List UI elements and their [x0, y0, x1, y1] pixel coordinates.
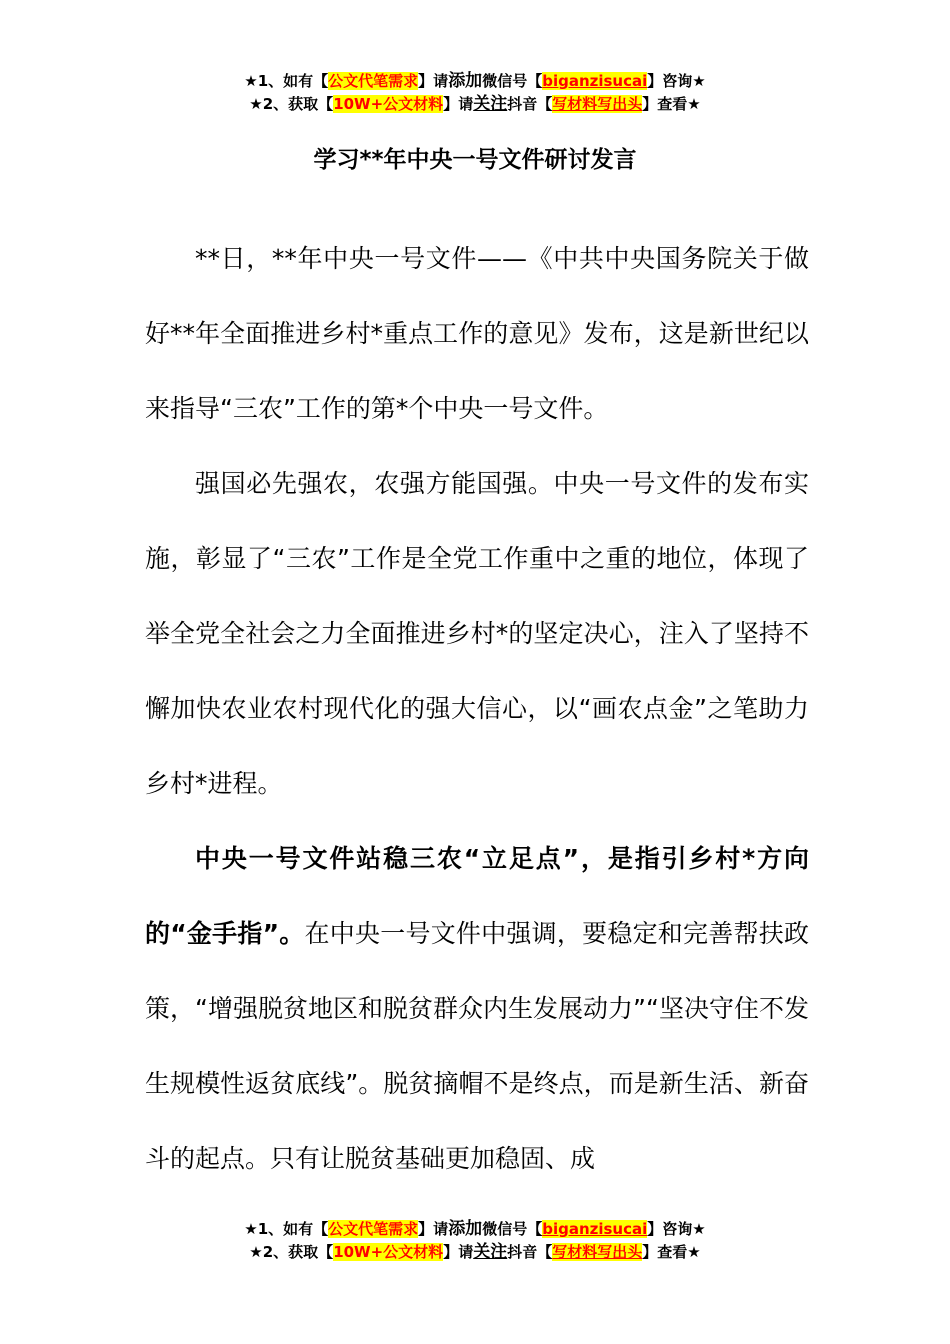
banner-text: ★2、获取【 [249, 95, 334, 113]
banner-text: 微信号【 [482, 1220, 543, 1238]
banner-highlight: 公文代笔需求 [328, 1220, 419, 1238]
banner-text: 】查看★ [642, 1243, 701, 1261]
douyin-account-link[interactable]: 写材料写出头 [552, 95, 643, 113]
banner-text: 】查看★ [642, 95, 701, 113]
banner-line-1 [0, 70, 950, 93]
wechat-id-link[interactable]: biganzisucai [542, 72, 648, 90]
banner-text: ★1、如有【 [244, 72, 329, 90]
douyin-account-link[interactable]: 写材料写出头 [552, 1243, 643, 1261]
banner-text: 抖音【 [507, 1243, 553, 1261]
header-banner [0, 70, 950, 116]
paragraph-text: 在中央一号文件中强调，要稳定和完善帮扶政策，“增强脱贫地区和脱贫群众内生发展动力”“坚决守住不发生规模性返贫底线”。脱贫摘帽不是终点，而是新生活、新奋斗的起点。只有让脱贫基础更加稳固、成 [145, 919, 809, 1173]
banner-emphasis: 关注 [473, 1242, 508, 1262]
banner-emphasis: 添加 [448, 71, 483, 91]
paragraph-2 [145, 446, 809, 821]
footer-banner [0, 1218, 950, 1264]
banner-text: 】请 [443, 1243, 474, 1261]
paragraph-lead-bold: 中央一号文件站稳三农“立足点”，是指引乡村*方向的“金手指”。 [145, 844, 809, 948]
banner-emphasis: 添加 [448, 1219, 483, 1239]
document-title: 学习**年中央一号文件研讨发言 [313, 147, 637, 173]
banner-text: ★2、获取【 [249, 1243, 334, 1261]
banner-line-2 [0, 93, 950, 116]
banner-text: 抖音【 [507, 95, 553, 113]
banner-line-2 [0, 1241, 950, 1264]
document-body [145, 221, 809, 1196]
banner-highlight: 10W+公文材料 [333, 1243, 444, 1261]
banner-text: 】请 [443, 95, 474, 113]
banner-highlight: 公文代笔需求 [328, 72, 419, 90]
banner-highlight: 10W+公文材料 [333, 95, 444, 113]
banner-text: 】请 [418, 72, 449, 90]
wechat-id-link[interactable]: biganzisucai [542, 1220, 648, 1238]
paragraph-text: **日，**年中央一号文件——《中共中央国务院关于做好**年全面推进乡村*重点工作的意见》发布，这是新世纪以来指导“三农”工作的第*个中央一号文件。 [145, 244, 809, 423]
paragraph-1 [145, 221, 809, 446]
paragraph-text: 强国必先强农，农强方能国强。中央一号文件的发布实施，彰显了“三农”工作是全党工作重中之重的地位，体现了举全党全社会之力全面推进乡村*的坚定决心，注入了坚持不懈加快农业农村现代化的强大信心，以“画农点金”之笔助力乡村*进程。 [145, 469, 809, 798]
banner-text: 】请 [418, 1220, 449, 1238]
banner-emphasis: 关注 [473, 94, 508, 114]
paragraph-3 [145, 821, 809, 1196]
banner-text: 】咨询★ [647, 72, 706, 90]
banner-text: ★1、如有【 [244, 1220, 329, 1238]
banner-text: 】咨询★ [647, 1220, 706, 1238]
banner-text: 微信号【 [482, 72, 543, 90]
banner-line-1 [0, 1218, 950, 1241]
